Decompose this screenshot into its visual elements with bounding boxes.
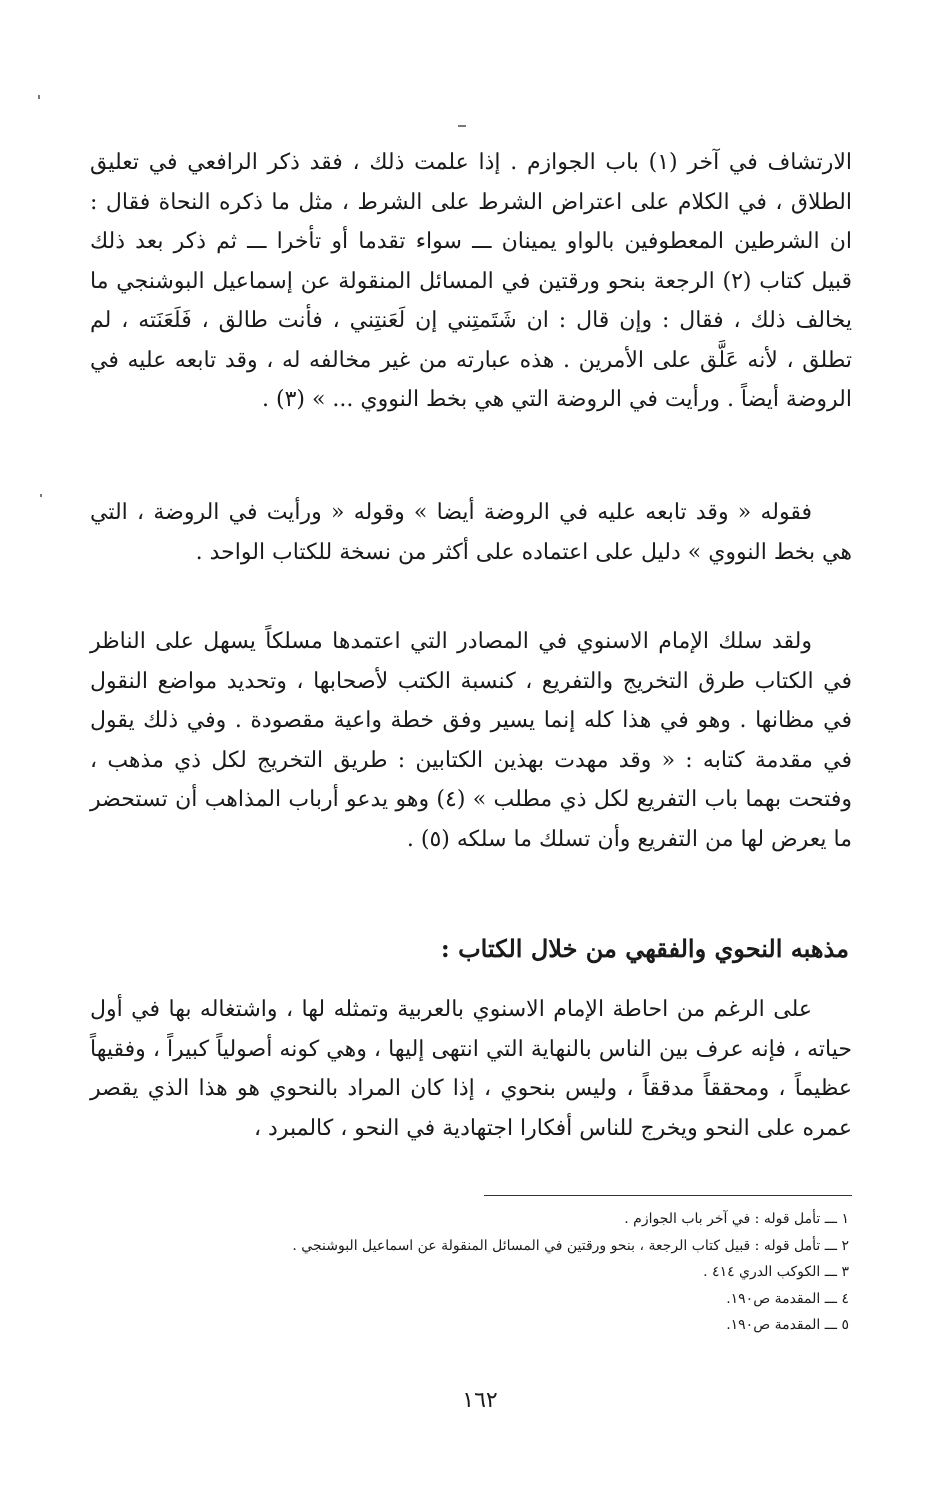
body-paragraph: فقوله « وقد تابعه عليه في الروضة أيضا » وقوله « ورأيت في الروضة ، التي هي بخط النووي » دليل على اعتماده على أكثر من نسخة للكتاب الواحد . [90, 500, 852, 565]
section-heading: مذهبه النحوي والفقهي من خلال الكتاب : [440, 934, 849, 963]
scan-speck [458, 125, 466, 127]
body-paragraph: الارتشاف في آخر (١) باب الجوازم . إذا علمت ذلك ، فقد ذكر الرافعي في تعليق الطلاق ، في الكلام على اعتراض الشرط على الشرط ، مثل ما ذكره النحاة فقال : ان الشرطين المعطوفين بالواو يمينان ـــ سواء تقدما أو تأخرا ـــ ثم ذكر بعد ذلك قبيل كتاب (٢) الرجعة بنحو ورقتين في المسائل المنقولة عن إسماعيل البوشنجي ما يخالف ذلك ، فقال : وإن قال : ان شَتَمتِني إن لَعَنتِني ، فأنت طالق ، فَلَعَنَته ، لم تطلق ، لأنه عَلَّق على الأمرين . هذه عبارته من غير مخالفه له ، وقد تابعه عليه في الروضة أيضاً . ورأيت في الروضة التي هي بخط النووي ... » (٣) . [90, 150, 852, 412]
body-paragraph: على الرغم من احاطة الإمام الاسنوي بالعربية وتمثله لها ، واشتغاله بها في أول حياته ، فإنه عرف بين الناس بالنهاية التي انتهى إليها ، وهي كونه أصولياً كبيراً ، وفقيهاً عظيماً ، ومحققاً مدققاً ، وليس بنحوي ، إذا كان المراد بالنحوي هو هذا الذي يقصر عمره على النحو ويخرج للناس أفكارا اجتهادية في النحو ، كالمبرد ، [90, 997, 852, 1141]
footnote-item: ٢ ـــ تأمل قوله : قبيل كتاب الرجعة ، بنحو ورقتين في المسائل المنقولة عن اسماعيل البوشنجي . [292, 1237, 849, 1254]
footnote-item: ٥ ـــ المقدمة ص١٩٠. [726, 1317, 849, 1333]
scan-speck [40, 494, 42, 497]
body-paragraph: ولقد سلك الإمام الاسنوي في المصادر التي اعتمدها مسلكاً يسهل على الناظر في الكتاب طرق التخريج والتفريع ، كنسبة الكتب لأصحابها ، وتحديد مواضع النقول في مظانها . وهو في هذا كله إنما يسير وفق خطة واعية مقصودة . وفي ذلك يقول في مقدمة كتابه : « وقد مهدت بهذين الكتابين : طريق التخريج لكل ذي مذهب ، وفتحت بهما باب التفريع لكل ذي مطلب » (٤) وهو يدعو أرباب المذاهب أن تستحضر ما يعرض لها من التفريع وأن تسلك ما سلكه (٥) . [90, 629, 852, 852]
footnote-divider [484, 1195, 852, 1196]
footnote-item: ١ ـــ تأمل قوله : في آخر باب الجوازم . [624, 1211, 849, 1227]
footnotes-list [209, 1206, 849, 1339]
page-number: ١٦٢ [462, 1388, 498, 1413]
scan-speck [38, 95, 40, 99]
footnote-item: ٣ ـــ الكوكب الدري ٤١٤ . [703, 1264, 849, 1280]
footnote-item: ٤ ـــ المقدمة ص١٩٠. [726, 1290, 849, 1307]
